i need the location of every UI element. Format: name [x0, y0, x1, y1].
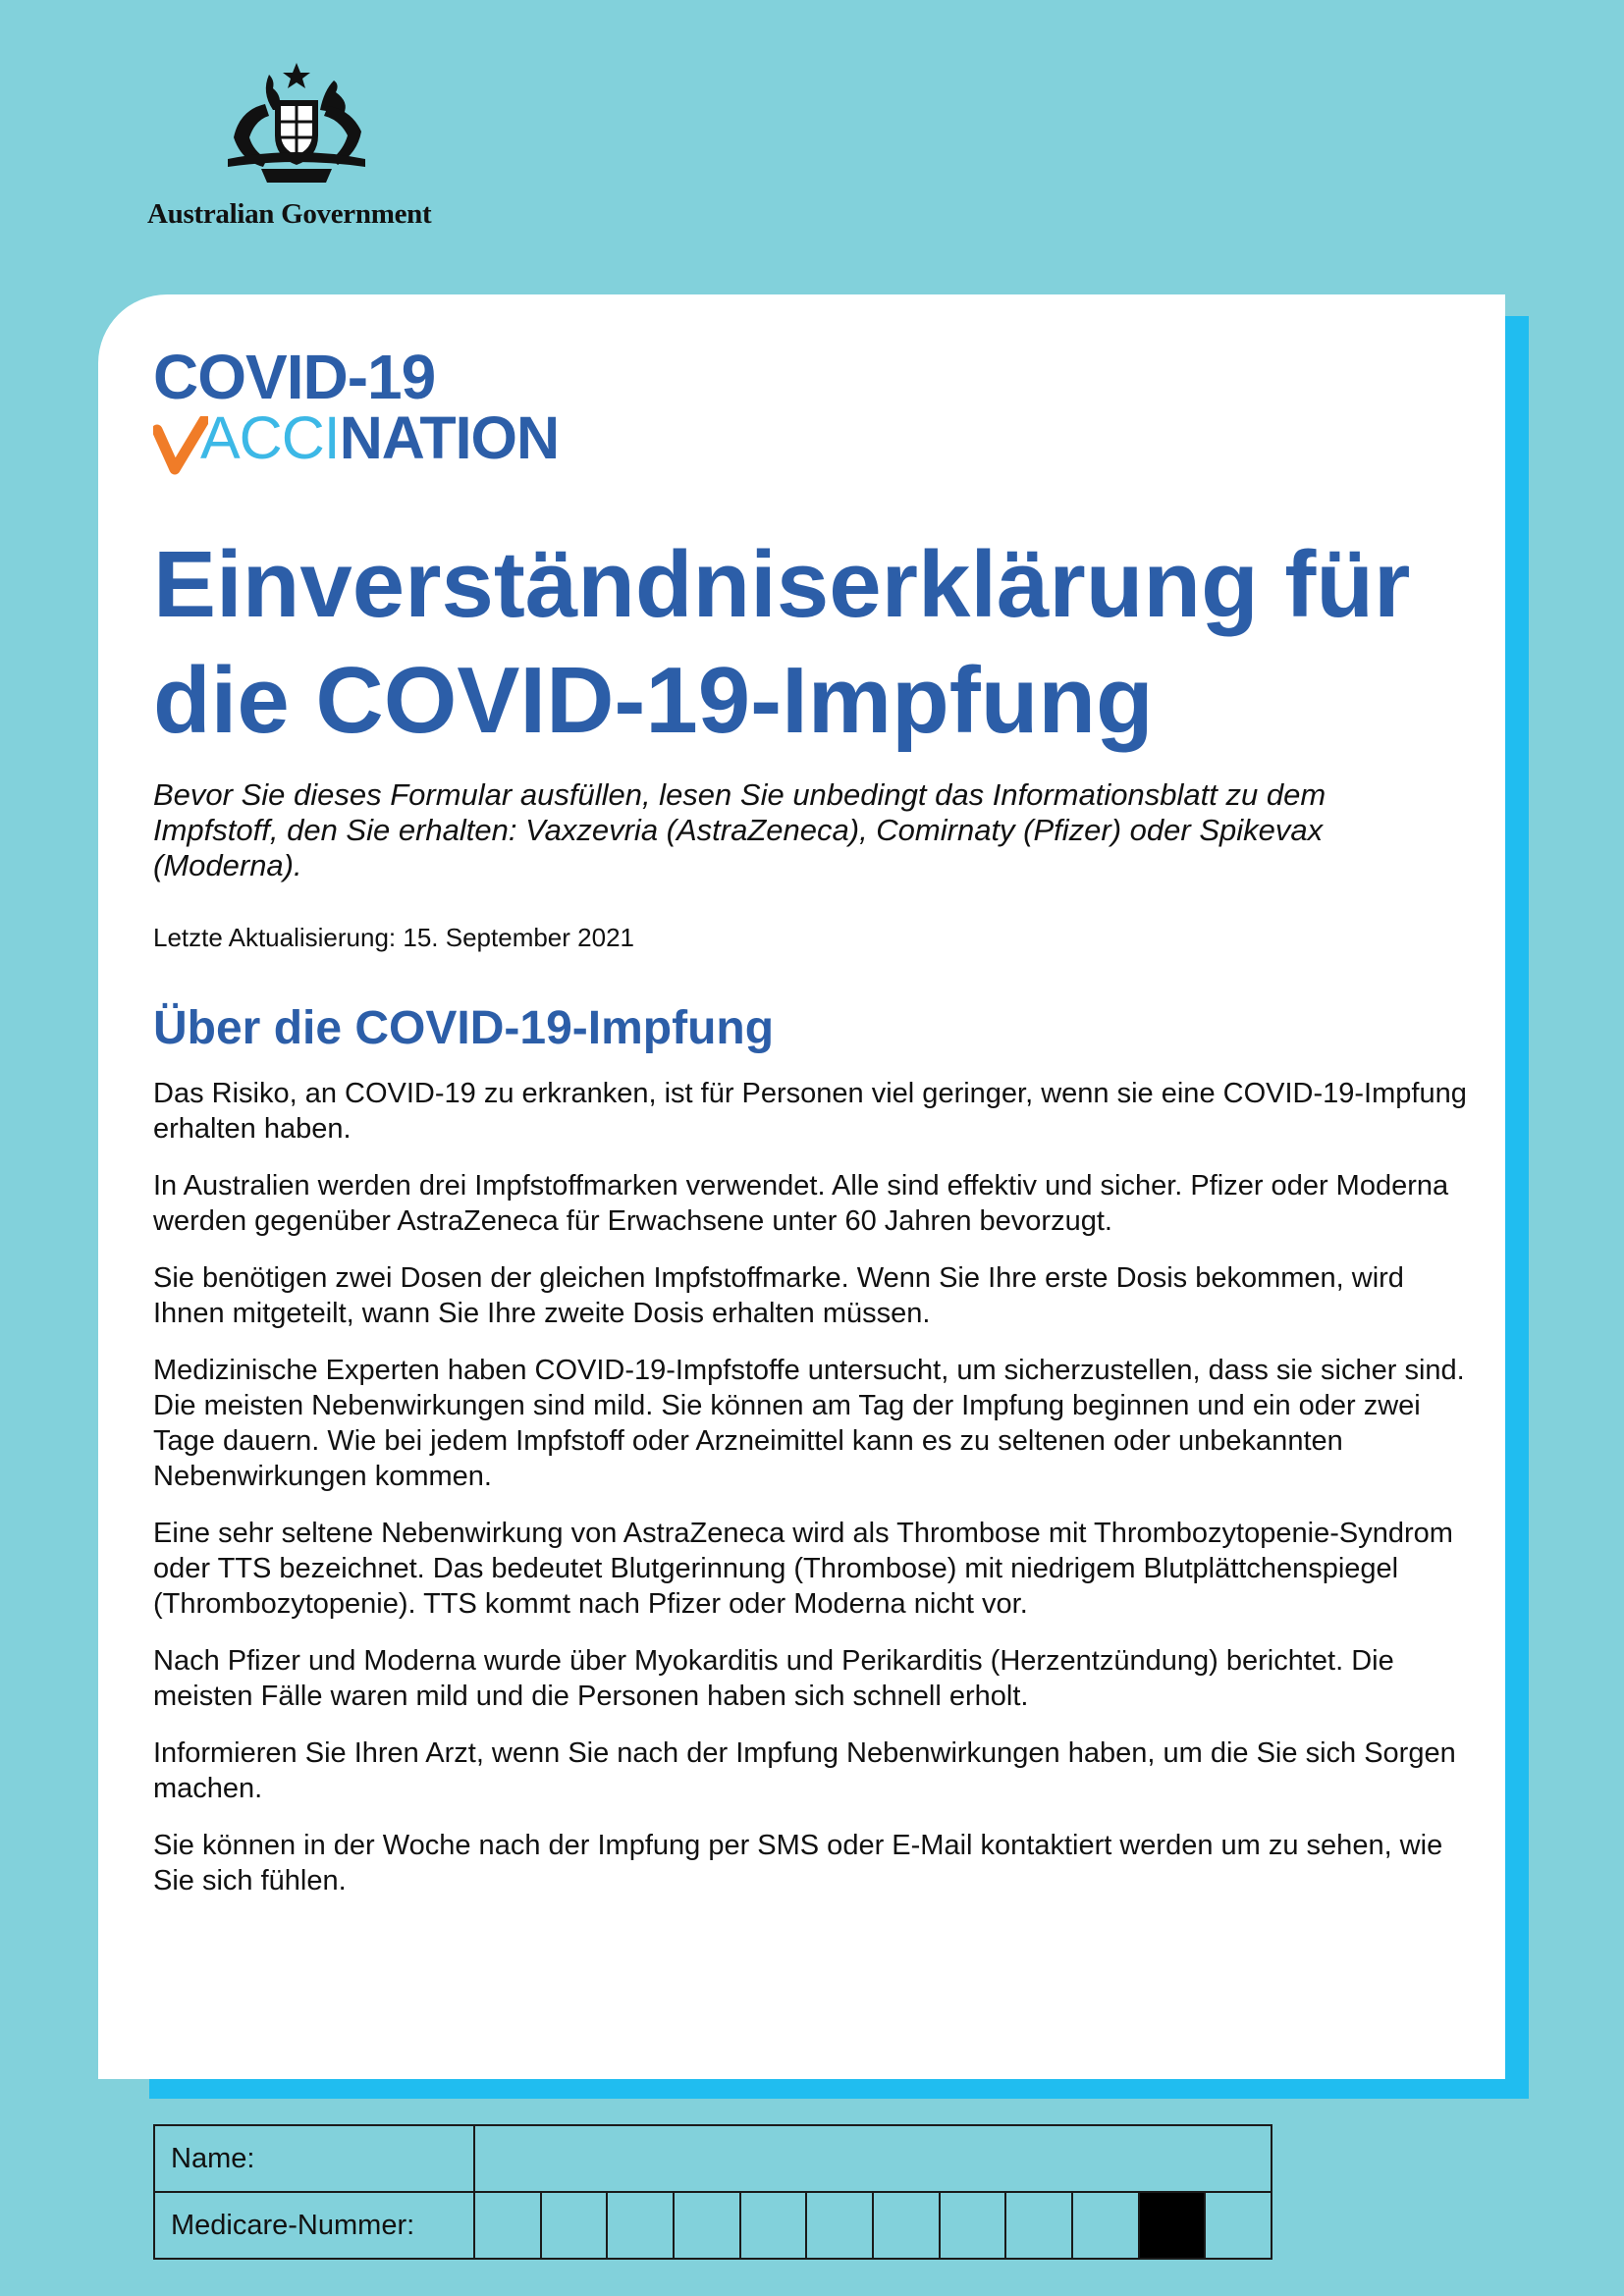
- medicare-digit-box[interactable]: [1072, 2192, 1139, 2259]
- paragraph: In Australien werden drei Impfstoffmarken verwendet. Alle sind effektiv und sicher. Pfizer oder Moderna werden gegenüber AstraZeneca für Erwachsene unter 60 Jahren bevorzugt.: [153, 1170, 1449, 1237]
- medicare-digit-box[interactable]: [541, 2192, 608, 2259]
- coat-of-arms-icon: [218, 61, 375, 193]
- section-body: [153, 1076, 1469, 1920]
- covid-vaccination-logo: [153, 342, 605, 473]
- paragraph: Medizinische Experten haben COVID-19-Impfstoffe untersucht, um sicherzustellen, dass sie sicher sind. Die meisten Nebenwirkungen sind mild. Sie können am Tag der Impfung beginnen und ein oder zwei Tage dauern. Wie bei jedem Impfstoff oder Arzneimittel kann es zu seltenen oder unbekannten Nebenwirkungen kommen.: [153, 1355, 1465, 1492]
- medicare-digit-box[interactable]: [474, 2192, 541, 2259]
- logo-line-vaccination: [200, 404, 560, 471]
- name-row: [154, 2125, 1272, 2192]
- government-name: Australian Government: [147, 198, 432, 230]
- document-card: [98, 294, 1505, 2079]
- paragraph: Sie können in der Woche nach der Impfung per SMS oder E-Mail kontaktiert werden um zu sehen, wie Sie sich fühlen.: [153, 1830, 1443, 1896]
- last-updated: Letzte Aktualisierung: 15. September 2021: [153, 923, 634, 952]
- paragraph: Sie benötigen zwei Dosen der gleichen Impfstoffmarke. Wenn Sie Ihre erste Dosis bekommen, wird Ihnen mitgeteilt, wann Sie Ihre zweite Dosis erhalten müssen.: [153, 1262, 1404, 1329]
- medicare-digit-box[interactable]: [873, 2192, 940, 2259]
- medicare-digit-box[interactable]: [1005, 2192, 1072, 2259]
- section-title: Über die COVID-19-Impfung: [153, 1002, 775, 1054]
- logo-vaccination-part2: NATION: [339, 404, 560, 471]
- medicare-digit-box[interactable]: [1205, 2192, 1272, 2259]
- medicare-digit-box[interactable]: [940, 2192, 1006, 2259]
- page-title: Einverständniserklärung für die COVID-19-Impfung: [153, 532, 1411, 753]
- name-label: Name:: [154, 2125, 474, 2192]
- intro-text: Bevor Sie dieses Formular ausfüllen, lesen Sie unbedingt das Informationsblatt zu dem Impfstoff, den Sie erhalten: Vaxzevria (AstraZeneca), Comirnaty (Pfizer) oder Spikevax (Moderna).: [153, 777, 1326, 882]
- medicare-digit-box[interactable]: [674, 2192, 740, 2259]
- medicare-irn-box: [1139, 2192, 1206, 2259]
- patient-id-form: [153, 2124, 1272, 2260]
- paragraph: Nach Pfizer und Moderna wurde über Myokarditis und Perikarditis (Herzentzündung) berichtet. Die meisten Fälle waren mild und die Personen haben sich schnell erholt.: [153, 1645, 1394, 1712]
- paragraph: Informieren Sie Ihren Arzt, wenn Sie nach der Impfung Nebenwirkungen haben, um die Sie sich Sorgen machen.: [153, 1737, 1456, 1804]
- paragraph: Eine sehr seltene Nebenwirkung von AstraZeneca wird als Thrombose mit Thrombozytopenie-Syndrom oder TTS bezeichnet. Das bedeutet Blutgerinnung (Thrombose) mit niedrigem Blutplättchenspiegel (Thrombozytopenie). TTS kommt nach Pfizer oder Moderna nicht vor.: [153, 1518, 1453, 1620]
- checkmark-icon: [153, 416, 208, 475]
- medicare-label: Medicare-Nummer:: [154, 2192, 474, 2259]
- logo-vaccination-part1: ACCI: [200, 404, 340, 471]
- paragraph: Das Risiko, an COVID-19 zu erkranken, ist für Personen viel geringer, wenn sie eine COVID-19-Impfung erhalten haben.: [153, 1078, 1467, 1145]
- medicare-digit-box[interactable]: [740, 2192, 807, 2259]
- government-crest: [147, 61, 452, 238]
- logo-line-covid: COVID-19: [153, 342, 436, 412]
- medicare-digit-box[interactable]: [607, 2192, 674, 2259]
- name-field[interactable]: [474, 2125, 1272, 2192]
- medicare-digit-box[interactable]: [806, 2192, 873, 2259]
- medicare-row: [154, 2192, 1272, 2259]
